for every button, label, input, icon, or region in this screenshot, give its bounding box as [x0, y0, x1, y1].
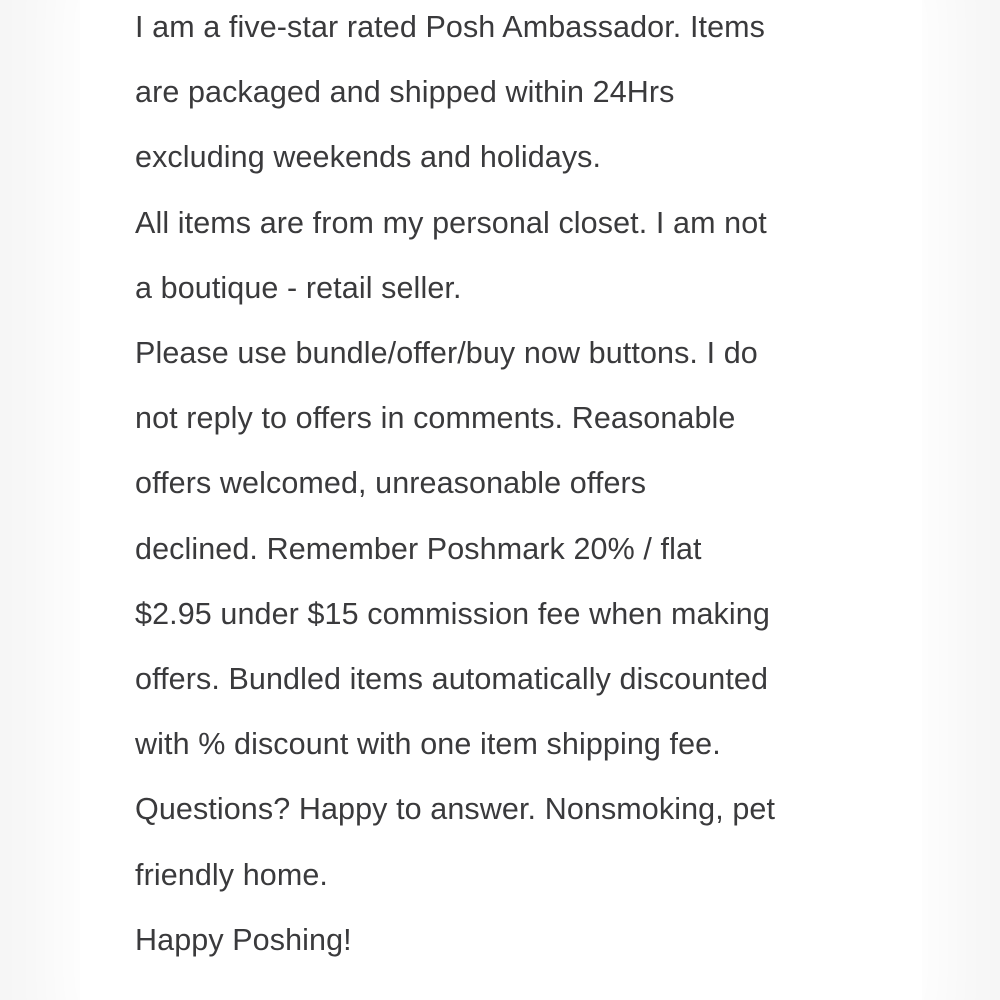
description-line: excluding weekends and holidays. — [135, 140, 602, 175]
description-line: offers welcomed, unreasonable offers — [135, 466, 647, 501]
listing-description — [135, 0, 895, 973]
description-line: not reply to offers in comments. Reasonable — [135, 401, 736, 436]
description-line: Questions? Happy to answer. Nonsmoking, pet — [135, 792, 776, 827]
description-line: offers. Bundled items automatically discounted — [135, 662, 769, 697]
description-line: with % discount with one item shipping fee. — [135, 727, 721, 762]
description-line: declined. Remember Poshmark 20% / flat — [135, 531, 702, 566]
description-line: All items are from my personal closet. I am not — [135, 205, 767, 240]
description-line: $2.95 under $15 commission fee when making — [135, 596, 770, 631]
description-line: Please use bundle/offer/buy now buttons. I do — [135, 336, 758, 371]
description-line: are packaged and shipped within 24Hrs — [135, 75, 675, 110]
description-line: a boutique - retail seller. — [135, 270, 462, 305]
description-line: I am a five-star rated Posh Ambassador. Items — [135, 10, 766, 44]
description-line: friendly home. — [135, 857, 328, 892]
description-line: Happy Poshing! — [135, 922, 352, 957]
